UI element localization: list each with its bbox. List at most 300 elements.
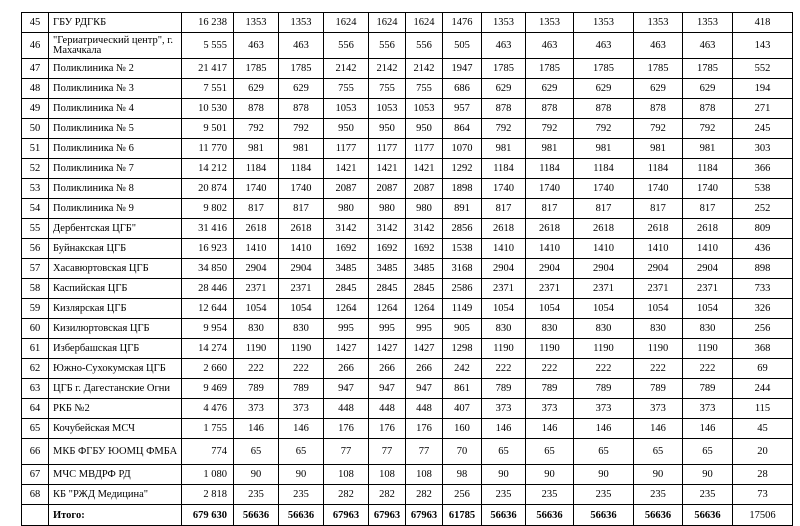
value-cell: 1785 — [634, 59, 683, 79]
value-cell: 3485 — [369, 259, 406, 279]
value-cell: 980 — [324, 199, 369, 219]
value-cell: 1054 — [482, 299, 526, 319]
institution-name: КБ "РЖД Медицина" — [49, 485, 182, 505]
value-cell: 252 — [733, 199, 793, 219]
value-cell: 2904 — [234, 259, 279, 279]
value-cell: 830 — [683, 319, 733, 339]
table-row — [22, 399, 793, 419]
value-cell: 463 — [279, 33, 324, 59]
value-cell: 65 — [683, 439, 733, 465]
row-number: 55 — [22, 219, 49, 239]
value-cell: 995 — [369, 319, 406, 339]
value-cell: 235 — [574, 485, 634, 505]
value-cell: 809 — [733, 219, 793, 239]
value-cell: 366 — [733, 159, 793, 179]
total-value-cell: 56636 — [634, 505, 683, 526]
value-cell: 90 — [279, 465, 324, 485]
value-cell: 146 — [234, 419, 279, 439]
value-cell: 629 — [634, 79, 683, 99]
value-cell: 1740 — [683, 179, 733, 199]
value-cell: 45 — [733, 419, 793, 439]
total-empty-cell — [22, 505, 49, 526]
institution-name: "Гериатрический центр", г. Махачкала — [49, 33, 182, 59]
value-cell: 2618 — [634, 219, 683, 239]
value-cell: 1184 — [234, 159, 279, 179]
value-cell: 981 — [234, 139, 279, 159]
value-cell: 266 — [369, 359, 406, 379]
value-cell: 980 — [406, 199, 443, 219]
value-cell: 1353 — [526, 13, 574, 33]
value-cell: 2586 — [443, 279, 482, 299]
value-cell: 629 — [526, 79, 574, 99]
value-cell: 878 — [234, 99, 279, 119]
value-cell: 1624 — [324, 13, 369, 33]
row-number: 53 — [22, 179, 49, 199]
annual-total-cell: 4 476 — [182, 399, 234, 419]
value-cell: 65 — [574, 439, 634, 465]
annual-total-cell: 11 770 — [182, 139, 234, 159]
value-cell: 1190 — [234, 339, 279, 359]
row-number: 57 — [22, 259, 49, 279]
value-cell: 176 — [369, 419, 406, 439]
value-cell: 3142 — [369, 219, 406, 239]
value-cell: 556 — [406, 33, 443, 59]
table-row — [22, 299, 793, 319]
value-cell: 878 — [634, 99, 683, 119]
table-row — [22, 59, 793, 79]
value-cell: 98 — [443, 465, 482, 485]
institution-name: Избербашская ЦГБ — [49, 339, 182, 359]
value-cell: 1190 — [526, 339, 574, 359]
institution-name: Хасавюртовская ЦГБ — [49, 259, 182, 279]
table-row — [22, 419, 793, 439]
annual-total-cell: 16 923 — [182, 239, 234, 259]
value-cell: 1070 — [443, 139, 482, 159]
value-cell: 463 — [482, 33, 526, 59]
value-cell: 326 — [733, 299, 793, 319]
value-cell: 303 — [733, 139, 793, 159]
value-cell: 77 — [369, 439, 406, 465]
value-cell: 1190 — [279, 339, 324, 359]
total-value-cell: 56636 — [574, 505, 634, 526]
total-value-cell: 679 630 — [182, 505, 234, 526]
value-cell: 222 — [234, 359, 279, 379]
value-cell: 792 — [574, 119, 634, 139]
value-cell: 792 — [234, 119, 279, 139]
value-cell: 242 — [443, 359, 482, 379]
value-cell: 3168 — [443, 259, 482, 279]
value-cell: 1538 — [443, 239, 482, 259]
allocation-table — [21, 12, 793, 526]
value-cell: 146 — [683, 419, 733, 439]
value-cell: 1410 — [234, 239, 279, 259]
row-number: 65 — [22, 419, 49, 439]
total-value-cell: 67963 — [369, 505, 406, 526]
value-cell: 2371 — [482, 279, 526, 299]
value-cell: 1410 — [634, 239, 683, 259]
value-cell: 176 — [406, 419, 443, 439]
annual-total-cell: 16 238 — [182, 13, 234, 33]
value-cell: 222 — [574, 359, 634, 379]
row-number: 58 — [22, 279, 49, 299]
value-cell: 629 — [279, 79, 324, 99]
annual-total-cell: 9 469 — [182, 379, 234, 399]
value-cell: 1785 — [683, 59, 733, 79]
annual-total-cell: 31 416 — [182, 219, 234, 239]
value-cell: 1190 — [574, 339, 634, 359]
value-cell: 2904 — [279, 259, 324, 279]
institution-name: Поликлиника № 3 — [49, 79, 182, 99]
annual-total-cell: 14 212 — [182, 159, 234, 179]
value-cell: 789 — [634, 379, 683, 399]
value-cell: 817 — [574, 199, 634, 219]
value-cell: 789 — [574, 379, 634, 399]
value-cell: 146 — [634, 419, 683, 439]
value-cell: 1054 — [683, 299, 733, 319]
value-cell: 2087 — [369, 179, 406, 199]
table-row — [22, 33, 793, 59]
value-cell: 2618 — [234, 219, 279, 239]
value-cell: 2371 — [574, 279, 634, 299]
value-cell: 1177 — [324, 139, 369, 159]
institution-name: Дербентская ЦГБ" — [49, 219, 182, 239]
row-number: 47 — [22, 59, 49, 79]
total-value-cell: 67963 — [324, 505, 369, 526]
annual-total-cell: 34 850 — [182, 259, 234, 279]
value-cell: 792 — [634, 119, 683, 139]
value-cell: 1421 — [406, 159, 443, 179]
value-cell: 1053 — [369, 99, 406, 119]
value-cell: 1184 — [634, 159, 683, 179]
value-cell: 1054 — [234, 299, 279, 319]
value-cell: 373 — [634, 399, 683, 419]
value-cell: 160 — [443, 419, 482, 439]
value-cell: 1353 — [634, 13, 683, 33]
value-cell: 90 — [634, 465, 683, 485]
value-cell: 463 — [574, 33, 634, 59]
institution-name: Поликлиника № 9 — [49, 199, 182, 219]
value-cell: 2618 — [279, 219, 324, 239]
value-cell: 143 — [733, 33, 793, 59]
value-cell: 1054 — [634, 299, 683, 319]
value-cell: 905 — [443, 319, 482, 339]
value-cell: 686 — [443, 79, 482, 99]
value-cell: 65 — [526, 439, 574, 465]
row-number: 68 — [22, 485, 49, 505]
value-cell: 1353 — [482, 13, 526, 33]
value-cell: 556 — [369, 33, 406, 59]
row-number: 59 — [22, 299, 49, 319]
value-cell: 538 — [733, 179, 793, 199]
value-cell: 1692 — [324, 239, 369, 259]
value-cell: 1740 — [234, 179, 279, 199]
value-cell: 1184 — [574, 159, 634, 179]
annual-total-cell: 7 551 — [182, 79, 234, 99]
value-cell: 1353 — [683, 13, 733, 33]
value-cell: 878 — [482, 99, 526, 119]
value-cell: 194 — [733, 79, 793, 99]
value-cell: 1353 — [574, 13, 634, 33]
value-cell: 957 — [443, 99, 482, 119]
institution-name: Буйнакская ЦГБ — [49, 239, 182, 259]
value-cell: 2904 — [482, 259, 526, 279]
institution-name: Поликлиника № 2 — [49, 59, 182, 79]
value-cell: 448 — [324, 399, 369, 419]
value-cell: 90 — [234, 465, 279, 485]
value-cell: 817 — [683, 199, 733, 219]
value-cell: 77 — [406, 439, 443, 465]
value-cell: 947 — [324, 379, 369, 399]
value-cell: 368 — [733, 339, 793, 359]
value-cell: 817 — [526, 199, 574, 219]
value-cell: 1947 — [443, 59, 482, 79]
row-number: 67 — [22, 465, 49, 485]
value-cell: 73 — [733, 485, 793, 505]
annual-total-cell: 1 080 — [182, 465, 234, 485]
value-cell: 282 — [369, 485, 406, 505]
value-cell: 463 — [526, 33, 574, 59]
value-cell: 2087 — [324, 179, 369, 199]
value-cell: 980 — [369, 199, 406, 219]
value-cell: 1785 — [234, 59, 279, 79]
value-cell: 629 — [574, 79, 634, 99]
value-cell: 817 — [279, 199, 324, 219]
table-row — [22, 79, 793, 99]
institution-name: МЧС МВДРФ РД — [49, 465, 182, 485]
value-cell: 77 — [324, 439, 369, 465]
value-cell: 981 — [574, 139, 634, 159]
value-cell: 830 — [526, 319, 574, 339]
value-cell: 789 — [234, 379, 279, 399]
row-number: 62 — [22, 359, 49, 379]
value-cell: 1053 — [406, 99, 443, 119]
value-cell: 1785 — [574, 59, 634, 79]
row-number: 61 — [22, 339, 49, 359]
value-cell: 2904 — [634, 259, 683, 279]
value-cell: 282 — [406, 485, 443, 505]
value-cell: 1740 — [279, 179, 324, 199]
annual-total-cell: 1 755 — [182, 419, 234, 439]
value-cell: 891 — [443, 199, 482, 219]
value-cell: 244 — [733, 379, 793, 399]
value-cell: 878 — [574, 99, 634, 119]
value-cell: 817 — [634, 199, 683, 219]
value-cell: 1054 — [279, 299, 324, 319]
value-cell: 1184 — [526, 159, 574, 179]
institution-name: Поликлиника № 4 — [49, 99, 182, 119]
value-cell: 108 — [369, 465, 406, 485]
value-cell: 2371 — [683, 279, 733, 299]
value-cell: 1184 — [683, 159, 733, 179]
value-cell: 2904 — [574, 259, 634, 279]
value-cell: 789 — [279, 379, 324, 399]
row-number: 51 — [22, 139, 49, 159]
annual-total-cell: 9 954 — [182, 319, 234, 339]
annual-total-cell: 774 — [182, 439, 234, 465]
annual-total-cell: 14 274 — [182, 339, 234, 359]
value-cell: 1298 — [443, 339, 482, 359]
value-cell: 2087 — [406, 179, 443, 199]
value-cell: 1184 — [482, 159, 526, 179]
value-cell: 2371 — [234, 279, 279, 299]
value-cell: 373 — [482, 399, 526, 419]
value-cell: 1190 — [482, 339, 526, 359]
value-cell: 1785 — [279, 59, 324, 79]
annual-total-cell: 5 555 — [182, 33, 234, 59]
annual-total-cell: 2 818 — [182, 485, 234, 505]
value-cell: 950 — [324, 119, 369, 139]
table-row — [22, 159, 793, 179]
total-value-cell: 67963 — [406, 505, 443, 526]
value-cell: 146 — [279, 419, 324, 439]
value-cell: 2142 — [406, 59, 443, 79]
value-cell: 407 — [443, 399, 482, 419]
value-cell: 629 — [683, 79, 733, 99]
table-row — [22, 359, 793, 379]
institution-name: МКБ ФГБУ ЮОМЦ ФМБА — [49, 439, 182, 465]
value-cell: 1898 — [443, 179, 482, 199]
table-row — [22, 219, 793, 239]
value-cell: 1740 — [574, 179, 634, 199]
value-cell: 146 — [482, 419, 526, 439]
value-cell: 1785 — [526, 59, 574, 79]
value-cell: 2856 — [443, 219, 482, 239]
value-cell: 2371 — [279, 279, 324, 299]
table-row — [22, 439, 793, 465]
table-row — [22, 199, 793, 219]
value-cell: 235 — [482, 485, 526, 505]
total-label: Итого: — [49, 505, 182, 526]
value-cell: 733 — [733, 279, 793, 299]
value-cell: 2845 — [406, 279, 443, 299]
value-cell: 65 — [234, 439, 279, 465]
value-cell: 1427 — [324, 339, 369, 359]
value-cell: 981 — [683, 139, 733, 159]
table-row — [22, 319, 793, 339]
value-cell: 235 — [526, 485, 574, 505]
value-cell: 505 — [443, 33, 482, 59]
row-number: 66 — [22, 439, 49, 465]
value-cell: 2904 — [526, 259, 574, 279]
value-cell: 146 — [574, 419, 634, 439]
value-cell: 2618 — [526, 219, 574, 239]
row-number: 48 — [22, 79, 49, 99]
value-cell: 176 — [324, 419, 369, 439]
value-cell: 90 — [574, 465, 634, 485]
table-row — [22, 119, 793, 139]
table-row — [22, 139, 793, 159]
value-cell: 436 — [733, 239, 793, 259]
table-row — [22, 239, 793, 259]
value-cell: 2142 — [324, 59, 369, 79]
value-cell: 629 — [234, 79, 279, 99]
value-cell: 830 — [482, 319, 526, 339]
value-cell: 981 — [526, 139, 574, 159]
table-row — [22, 13, 793, 33]
value-cell: 90 — [526, 465, 574, 485]
value-cell: 1785 — [482, 59, 526, 79]
value-cell: 3485 — [324, 259, 369, 279]
value-cell: 878 — [526, 99, 574, 119]
value-cell: 2618 — [482, 219, 526, 239]
value-cell: 2371 — [634, 279, 683, 299]
value-cell: 222 — [526, 359, 574, 379]
value-cell: 981 — [482, 139, 526, 159]
total-value-cell: 56636 — [234, 505, 279, 526]
value-cell: 2618 — [574, 219, 634, 239]
value-cell: 792 — [279, 119, 324, 139]
value-cell: 1421 — [324, 159, 369, 179]
value-cell: 1054 — [526, 299, 574, 319]
value-cell: 755 — [369, 79, 406, 99]
value-cell: 789 — [683, 379, 733, 399]
value-cell: 830 — [574, 319, 634, 339]
value-cell: 950 — [369, 119, 406, 139]
institution-name: Южно-Сухокумская ЦГБ — [49, 359, 182, 379]
value-cell: 266 — [406, 359, 443, 379]
value-cell: 3485 — [406, 259, 443, 279]
value-cell: 373 — [526, 399, 574, 419]
annual-total-cell: 2 660 — [182, 359, 234, 379]
row-number: 56 — [22, 239, 49, 259]
value-cell: 629 — [482, 79, 526, 99]
value-cell: 115 — [733, 399, 793, 419]
institution-name: Кизилюртовская ЦГБ — [49, 319, 182, 339]
annual-total-cell: 9 802 — [182, 199, 234, 219]
value-cell: 2904 — [683, 259, 733, 279]
value-cell: 373 — [683, 399, 733, 419]
value-cell: 222 — [482, 359, 526, 379]
institution-name: Поликлиника № 5 — [49, 119, 182, 139]
table-body — [22, 13, 793, 526]
value-cell: 108 — [406, 465, 443, 485]
row-number: 50 — [22, 119, 49, 139]
value-cell: 28 — [733, 465, 793, 485]
table-row — [22, 339, 793, 359]
value-cell: 1190 — [683, 339, 733, 359]
value-cell: 792 — [683, 119, 733, 139]
value-cell: 755 — [406, 79, 443, 99]
value-cell: 947 — [406, 379, 443, 399]
total-value-cell: 17506 — [733, 505, 793, 526]
value-cell: 1740 — [634, 179, 683, 199]
total-value-cell: 56636 — [279, 505, 324, 526]
institution-name: Каспийская ЦГБ — [49, 279, 182, 299]
value-cell: 1427 — [369, 339, 406, 359]
value-cell: 817 — [234, 199, 279, 219]
value-cell: 1624 — [369, 13, 406, 33]
annual-total-cell: 21 417 — [182, 59, 234, 79]
value-cell: 1740 — [526, 179, 574, 199]
value-cell: 1410 — [526, 239, 574, 259]
value-cell: 1184 — [279, 159, 324, 179]
value-cell: 1410 — [482, 239, 526, 259]
value-cell: 552 — [733, 59, 793, 79]
total-value-cell: 56636 — [526, 505, 574, 526]
value-cell: 20 — [733, 439, 793, 465]
annual-total-cell: 10 530 — [182, 99, 234, 119]
value-cell: 2142 — [369, 59, 406, 79]
value-cell: 830 — [279, 319, 324, 339]
table-row — [22, 465, 793, 485]
value-cell: 90 — [683, 465, 733, 485]
value-cell: 864 — [443, 119, 482, 139]
value-cell: 1427 — [406, 339, 443, 359]
value-cell: 878 — [279, 99, 324, 119]
value-cell: 266 — [324, 359, 369, 379]
value-cell: 463 — [683, 33, 733, 59]
total-row — [22, 505, 793, 526]
